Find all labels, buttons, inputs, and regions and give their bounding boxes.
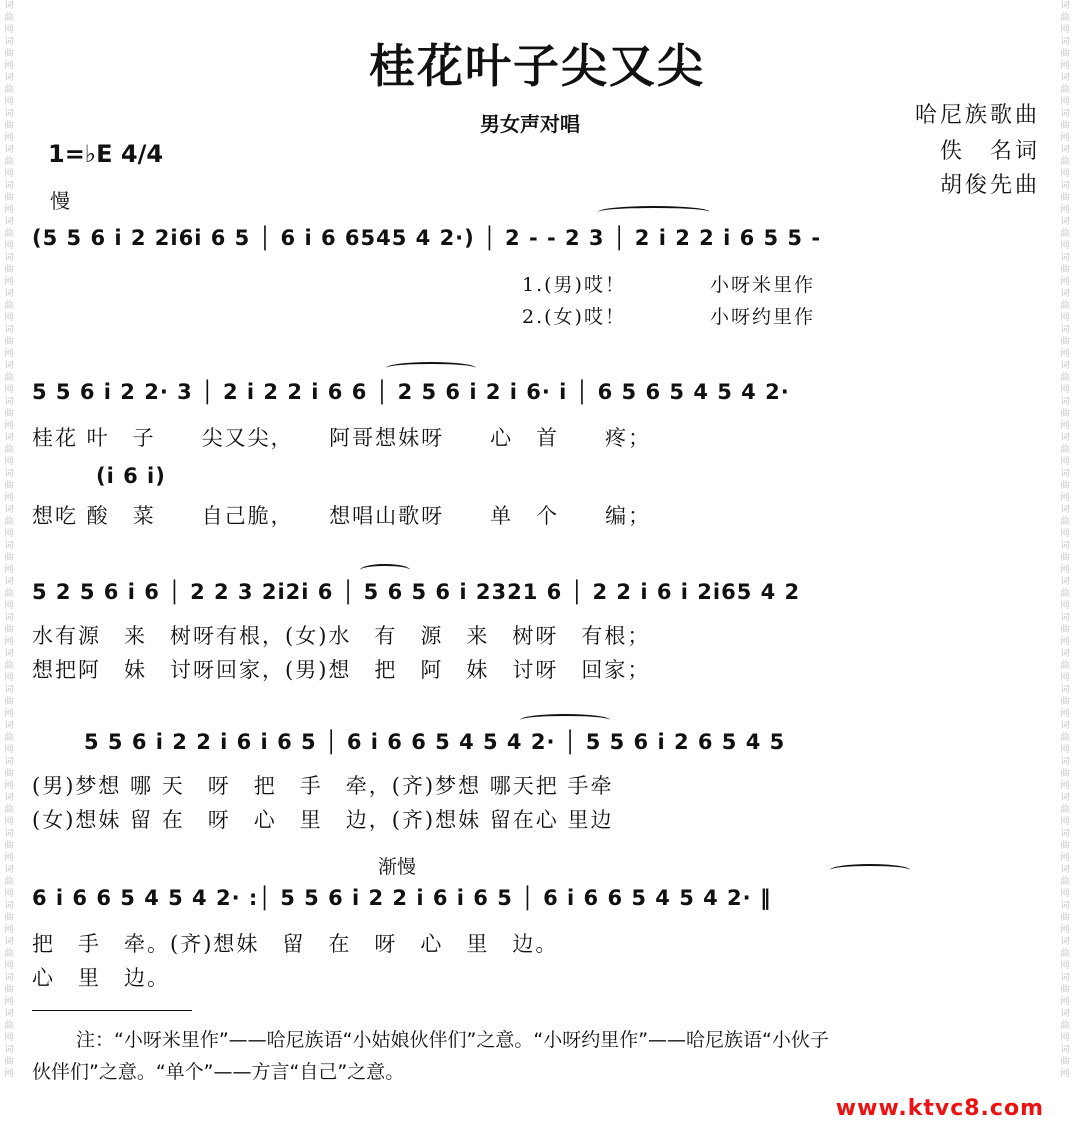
side-watermark-char: 曲 <box>4 373 14 383</box>
side-watermark-char: 曲 <box>1060 589 1070 599</box>
side-watermark-char: 曲 <box>4 85 14 95</box>
side-watermark-char: 网 <box>4 565 14 575</box>
side-watermark-char: 网 <box>4 781 14 791</box>
side-watermark-char: 曲 <box>1060 985 1070 995</box>
notation-row-1: (5 5 6 i 2 2i6i 6 5 │ 6 i 6 6545 4 2·) │ 2 - - 2 3 │ 2 i 2 2 i 6 5 5 - <box>32 226 822 250</box>
side-watermark-char: 网 <box>4 529 14 539</box>
side-watermark-char: 曲 <box>4 589 14 599</box>
side-watermark-char: 网 <box>1060 1069 1070 1079</box>
side-watermark-char: 网 <box>1060 133 1070 143</box>
side-watermark-char: 曲 <box>4 805 14 815</box>
lyric-row-1-verse-2: 2.(女)哎！ 小呀约里作 <box>522 306 815 328</box>
side-watermark-char: 词 <box>4 757 14 767</box>
side-watermark-char: 曲 <box>4 841 14 851</box>
side-watermark-char: 词 <box>1060 721 1070 731</box>
side-watermark-char: 曲 <box>1060 157 1070 167</box>
side-watermark-char: 词 <box>1060 289 1070 299</box>
side-watermark-char: 词 <box>4 865 14 875</box>
side-watermark-char: 曲 <box>4 1021 14 1031</box>
side-watermark-char: 词 <box>1060 613 1070 623</box>
side-watermark-char: 词 <box>1060 937 1070 947</box>
side-watermark-char: 网 <box>4 133 14 143</box>
credit-composer: 胡俊先曲 <box>939 173 1040 198</box>
side-watermark-char: 词 <box>4 325 14 335</box>
side-watermark-char: 词 <box>1060 901 1070 911</box>
side-watermark-char: 曲 <box>1060 409 1070 419</box>
lyric-row-4-verse-1: (男)梦想 哪 天 呀 把 手 牵，(齐)梦想 哪天把 手牵 <box>32 774 614 798</box>
footnote-line-2: 伙伴们”之意。“单个”——方言“自己”之意。 <box>32 1061 405 1083</box>
side-watermark-char: 网 <box>1060 25 1070 35</box>
side-watermark-char: 网 <box>1060 205 1070 215</box>
notation-row-3: 5 2 5 6 i 6 │ 2 2 3 2i2i 6 │ 5 6 5 6 i 2321 6 │ 2 2 i 6 i 2i65 4 2 <box>32 580 801 604</box>
side-watermark-char: 网 <box>4 493 14 503</box>
side-watermark-char: 网 <box>4 241 14 251</box>
side-watermark-char: 网 <box>1060 169 1070 179</box>
side-watermark-char: 曲 <box>4 481 14 491</box>
side-watermark-char: 词 <box>4 469 14 479</box>
side-watermark-char: 词 <box>4 73 14 83</box>
side-watermark-char: 词 <box>4 361 14 371</box>
lyric-row-5-verse-1: 把 手 牵。(齐)想妹 留 在 呀 心 里 边。 <box>32 932 559 956</box>
side-watermark-char: 曲 <box>4 517 14 527</box>
ornament-notes: (i 6 i) <box>96 464 166 488</box>
side-watermark-char: 曲 <box>4 157 14 167</box>
side-watermark-char: 曲 <box>4 229 14 239</box>
side-watermark-char: 曲 <box>1060 733 1070 743</box>
side-watermark-char: 曲 <box>1060 13 1070 23</box>
side-watermark-char: 曲 <box>1060 877 1070 887</box>
side-watermark-char: 曲 <box>1060 265 1070 275</box>
side-watermark-char: 曲 <box>1060 121 1070 131</box>
side-watermark-char: 网 <box>1060 277 1070 287</box>
side-watermark-char: 网 <box>1060 961 1070 971</box>
side-watermark-char: 网 <box>1060 457 1070 467</box>
side-watermark-char: 网 <box>4 169 14 179</box>
side-watermark-char: 词 <box>4 937 14 947</box>
lyric-row-1-verse-1: 1.(男)哎！ 小呀米里作 <box>522 274 815 296</box>
lyric-row-2-verse-1: 桂花 叶 子 尖又尖， 阿哥想妹呀 心 首 疼； <box>32 426 652 450</box>
side-watermark-char: 网 <box>1060 781 1070 791</box>
site-watermark <box>836 1096 1044 1121</box>
side-watermark-char: 词 <box>4 685 14 695</box>
side-watermark-char: 网 <box>4 1069 14 1079</box>
side-watermark-char: 词 <box>1060 361 1070 371</box>
side-watermark-char: 词 <box>4 901 14 911</box>
side-watermark-char: 曲 <box>4 193 14 203</box>
side-watermark-char: 曲 <box>1060 1057 1070 1067</box>
side-watermark-char: 网 <box>1060 889 1070 899</box>
side-watermark-char: 网 <box>4 1033 14 1043</box>
footnote-line-1: 注：“小呀米里作”——哈尼族语“小姑娘伙伴们”之意。“小呀约里作”——哈尼族语“小伙子 <box>76 1029 829 1051</box>
side-watermark-char: 网 <box>1060 421 1070 431</box>
side-watermark-char: 曲 <box>4 13 14 23</box>
side-watermark-char: 词 <box>4 1045 14 1055</box>
side-watermark-char: 曲 <box>1060 913 1070 923</box>
side-watermark-char: 曲 <box>1060 949 1070 959</box>
key-signature: 1=♭E 4/4 <box>48 140 164 168</box>
side-watermark-char: 网 <box>4 601 14 611</box>
side-watermark-char: 曲 <box>4 553 14 563</box>
side-watermark-char: 词 <box>1060 649 1070 659</box>
side-watermark-char: 网 <box>4 997 14 1007</box>
side-watermark-char: 词 <box>4 181 14 191</box>
side-watermark-char: 词 <box>1060 1009 1070 1019</box>
slur-mark <box>830 864 910 876</box>
side-watermark-char: 曲 <box>1060 445 1070 455</box>
side-watermark-char: 网 <box>1060 349 1070 359</box>
side-watermark-char: 网 <box>4 25 14 35</box>
side-watermark-char: 曲 <box>4 337 14 347</box>
side-watermark-char: 曲 <box>4 913 14 923</box>
side-watermark-char: 词 <box>1060 541 1070 551</box>
side-watermark-char: 曲 <box>4 49 14 59</box>
side-watermark-char: 词 <box>4 541 14 551</box>
side-watermark-char: 词 <box>1060 73 1070 83</box>
side-watermark-char: 曲 <box>1060 625 1070 635</box>
side-watermark-char: 词 <box>1060 325 1070 335</box>
side-watermark-char: 网 <box>4 709 14 719</box>
side-watermark-char: 词 <box>1060 793 1070 803</box>
side-watermark-char: 曲 <box>1060 85 1070 95</box>
side-watermark-char: 词 <box>4 649 14 659</box>
side-watermark-char: 曲 <box>1060 805 1070 815</box>
side-watermark-char: 词 <box>1060 397 1070 407</box>
side-watermark-char: 网 <box>1060 241 1070 251</box>
slur-mark <box>598 206 710 218</box>
side-watermark-char: 词 <box>1060 505 1070 515</box>
lyric-row-3-verse-1: 水有源 来 树呀有根，(女)水 有 源 来 树呀 有根； <box>32 624 651 648</box>
side-watermark-char: 网 <box>1060 529 1070 539</box>
slur-mark <box>520 714 610 726</box>
side-watermark-char: 曲 <box>1060 841 1070 851</box>
side-watermark-char: 网 <box>1060 385 1070 395</box>
side-watermark-char: 网 <box>4 961 14 971</box>
side-watermark-char: 曲 <box>1060 373 1070 383</box>
side-watermark-char: 词 <box>1060 217 1070 227</box>
side-watermark-char: 词 <box>1060 37 1070 47</box>
side-watermark-char: 网 <box>4 745 14 755</box>
side-watermark-char: 网 <box>4 313 14 323</box>
side-watermark-char: 网 <box>4 925 14 935</box>
side-watermark-char: 词 <box>4 829 14 839</box>
song-subtitle: 男女声对唱 <box>480 112 580 136</box>
side-watermark-char: 曲 <box>4 949 14 959</box>
side-watermark-char: 词 <box>1060 829 1070 839</box>
side-watermark-char: 网 <box>1060 709 1070 719</box>
side-watermark-char: 网 <box>4 205 14 215</box>
side-watermark-char: 词 <box>4 289 14 299</box>
side-watermark-char: 词 <box>4 1009 14 1019</box>
side-watermark-char: 词 <box>1060 577 1070 587</box>
side-watermark-char: 网 <box>1060 601 1070 611</box>
side-watermark-char: 曲 <box>1060 49 1070 59</box>
side-watermark-char: 词 <box>4 793 14 803</box>
side-watermark-char: 曲 <box>4 121 14 131</box>
side-watermark-char: 词 <box>1060 1045 1070 1055</box>
side-watermark-char: 词 <box>1060 181 1070 191</box>
side-watermark-char: 词 <box>1060 685 1070 695</box>
side-watermark-char: 网 <box>4 277 14 287</box>
side-watermark-char: 曲 <box>4 625 14 635</box>
left-watermark-strip <box>0 0 18 1148</box>
side-watermark-char: 网 <box>4 385 14 395</box>
side-watermark-char: 网 <box>1060 673 1070 683</box>
side-watermark-char: 网 <box>4 637 14 647</box>
side-watermark-char: 网 <box>1060 1033 1070 1043</box>
notation-row-2: 5 5 6 i 2 2· 3 │ 2 i 2 2 i 6 6 │ 2 5 6 i 2 i 6· i │ 6 5 6 5 4 5 4 2· <box>32 380 790 404</box>
side-watermark-char: 曲 <box>1060 697 1070 707</box>
side-watermark-char: 网 <box>4 889 14 899</box>
side-watermark-char: 曲 <box>1060 229 1070 239</box>
side-watermark-char: 网 <box>1060 313 1070 323</box>
lyric-row-4-verse-2: (女)想妹 留 在 呀 心 里 边，(齐)想妹 留在心 里边 <box>32 808 614 832</box>
slur-mark <box>360 564 410 576</box>
side-watermark-char: 词 <box>1060 757 1070 767</box>
side-watermark-char: 词 <box>1060 145 1070 155</box>
slur-mark <box>386 362 476 374</box>
side-watermark-char: 曲 <box>1060 1021 1070 1031</box>
side-watermark-char: 曲 <box>1060 661 1070 671</box>
notation-row-5: 6 i 6 6 5 4 5 4 2· :│ 5 5 6 i 2 2 i 6 i 6 5 │ 6 i 6 6 5 4 5 4 2· ‖ <box>32 886 772 910</box>
side-watermark-char: 网 <box>1060 745 1070 755</box>
side-watermark-char: 词 <box>4 1 14 11</box>
side-watermark-char: 词 <box>4 433 14 443</box>
side-watermark-char: 词 <box>4 613 14 623</box>
side-watermark-char: 曲 <box>4 769 14 779</box>
side-watermark-char: 曲 <box>1060 301 1070 311</box>
side-watermark-char: 曲 <box>1060 193 1070 203</box>
side-watermark-char: 词 <box>4 37 14 47</box>
lyric-row-2-verse-2: 想吃 酸 菜 自己脆， 想唱山歌呀 单 个 编； <box>32 504 652 528</box>
side-watermark-char: 网 <box>1060 97 1070 107</box>
tempo-change-marking: 渐慢 <box>378 856 417 878</box>
side-watermark-char: 曲 <box>4 985 14 995</box>
right-watermark-strip <box>1056 0 1074 1148</box>
song-title: 桂花叶子尖又尖 <box>369 39 705 93</box>
side-watermark-char: 网 <box>1060 493 1070 503</box>
lyric-row-3-verse-2: 想把阿 妹 讨呀回家，(男)想 把 阿 妹 讨呀 回家； <box>32 658 651 682</box>
side-watermark-char: 词 <box>1060 1 1070 11</box>
side-watermark-char: 词 <box>1060 433 1070 443</box>
side-watermark-char: 曲 <box>1060 517 1070 527</box>
side-watermark-char: 曲 <box>4 445 14 455</box>
notation-row-4: 5 5 6 i 2 2 i 6 i 6 5 │ 6 i 6 6 5 4 5 4 2· │ 5 5 6 i 2 6 5 4 5 <box>84 730 786 754</box>
side-watermark-char: 网 <box>4 673 14 683</box>
side-watermark-char: 词 <box>1060 109 1070 119</box>
side-watermark-char: 曲 <box>1060 769 1070 779</box>
side-watermark-char: 曲 <box>4 301 14 311</box>
side-watermark-char: 词 <box>4 973 14 983</box>
side-watermark-char: 曲 <box>4 1057 14 1067</box>
side-watermark-char: 网 <box>1060 997 1070 1007</box>
tempo-marking: 慢 <box>50 189 70 213</box>
side-watermark-char: 词 <box>1060 469 1070 479</box>
side-watermark-char: 网 <box>1060 853 1070 863</box>
side-watermark-char: 词 <box>1060 865 1070 875</box>
side-watermark-char: 曲 <box>4 409 14 419</box>
side-watermark-char: 网 <box>1060 637 1070 647</box>
side-watermark-char: 网 <box>1060 925 1070 935</box>
side-watermark-char: 词 <box>1060 253 1070 263</box>
side-watermark-char: 曲 <box>4 877 14 887</box>
side-watermark-char: 网 <box>1060 565 1070 575</box>
side-watermark-char: 曲 <box>1060 481 1070 491</box>
credit-genre: 哈尼族歌曲 <box>914 103 1040 128</box>
side-watermark-char: 网 <box>4 97 14 107</box>
side-watermark-char: 词 <box>4 253 14 263</box>
watermark-text: www.ktvc8.com <box>835 1096 1044 1121</box>
side-watermark-char: 网 <box>4 817 14 827</box>
side-watermark-char: 网 <box>4 349 14 359</box>
credit-lyricist: 佚 名词 <box>939 139 1040 164</box>
side-watermark-char: 曲 <box>4 265 14 275</box>
side-watermark-char: 曲 <box>4 661 14 671</box>
side-watermark-char: 网 <box>1060 817 1070 827</box>
side-watermark-char: 网 <box>4 457 14 467</box>
side-watermark-char: 词 <box>4 145 14 155</box>
side-watermark-char: 网 <box>4 853 14 863</box>
footnote-divider <box>32 1010 192 1011</box>
side-watermark-char: 曲 <box>1060 553 1070 563</box>
side-watermark-char: 网 <box>1060 61 1070 71</box>
lyric-row-5-verse-2: 心 里 边。 <box>32 966 170 990</box>
side-watermark-char: 词 <box>1060 973 1070 983</box>
side-watermark-char: 词 <box>4 577 14 587</box>
side-watermark-char: 词 <box>4 397 14 407</box>
side-watermark-char: 曲 <box>1060 337 1070 347</box>
side-watermark-char: 曲 <box>4 697 14 707</box>
side-watermark-char: 词 <box>4 217 14 227</box>
side-watermark-char: 曲 <box>4 733 14 743</box>
side-watermark-char: 网 <box>4 421 14 431</box>
side-watermark-char: 词 <box>4 721 14 731</box>
side-watermark-char: 网 <box>4 61 14 71</box>
side-watermark-char: 词 <box>4 109 14 119</box>
side-watermark-char: 词 <box>4 505 14 515</box>
